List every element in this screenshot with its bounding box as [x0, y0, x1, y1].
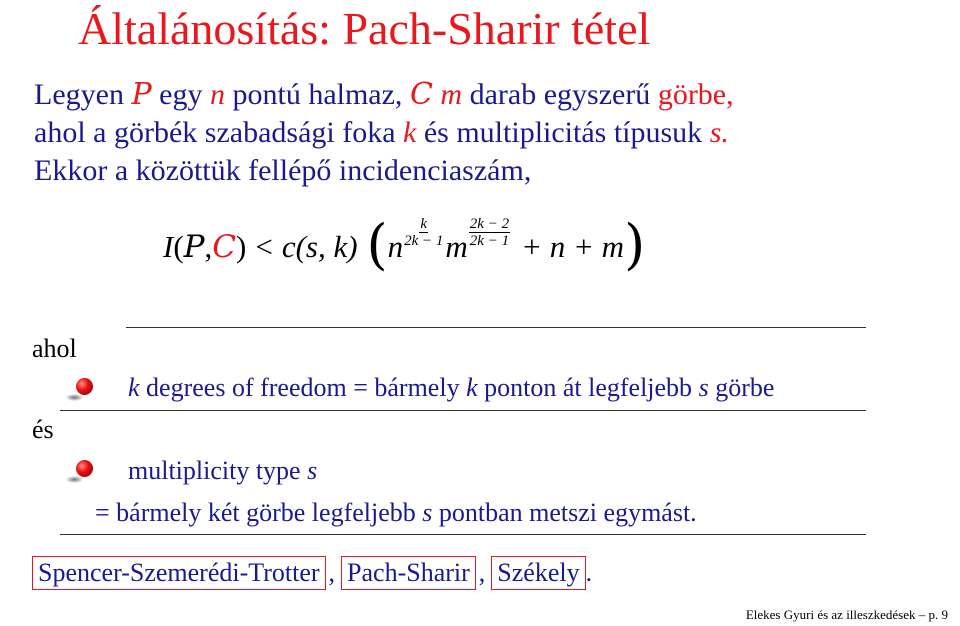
- exponent-n: [404, 216, 443, 249]
- k-variable: k: [466, 373, 478, 402]
- intro-text: egy: [159, 78, 203, 111]
- formula-big-paren: (: [366, 213, 388, 276]
- k-variable: k: [128, 373, 140, 402]
- reference-separator: ,: [328, 558, 336, 587]
- n-variable: n: [209, 78, 225, 111]
- bullet-text: pontban metszi egymást.: [438, 498, 697, 527]
- bullet-ball-icon: [76, 378, 93, 395]
- intro-text: és multiplicitás típusuk: [423, 116, 703, 149]
- formula-less-than: <: [255, 229, 273, 264]
- formula-paren: ): [236, 229, 247, 264]
- bullet-text: degrees of freedom = bármely: [146, 373, 460, 402]
- formula-P: P: [183, 229, 205, 265]
- intro-curve-word: görbe,: [657, 78, 734, 111]
- bullet-text: multiplicity type: [128, 456, 301, 485]
- exponent-numerator: 2k − 2: [469, 215, 510, 232]
- k-variable: k: [403, 116, 417, 149]
- intro-text: pontú halmaz,: [232, 78, 403, 111]
- formula-I: I: [163, 229, 174, 264]
- exponent-m: [469, 216, 510, 249]
- bullet-shadow: [66, 476, 83, 483]
- divider-line: [60, 534, 866, 535]
- exponent-numerator: k: [420, 215, 428, 232]
- reference-end: .: [585, 558, 593, 587]
- reference-separator: ,: [478, 558, 486, 587]
- references-row: [32, 556, 592, 590]
- formula-comma: ,: [204, 229, 213, 264]
- bullet-text: görbe: [715, 373, 775, 402]
- bullet-shadow: [66, 394, 83, 401]
- intro-line-3: Ekkor a közöttük fellépő incidenciaszám,: [34, 154, 532, 187]
- bullet-text: = bármely két görbe legfeljebb: [95, 498, 416, 527]
- slide-footer: Elekes Gyuri és az illeszkedések – p. 9: [745, 607, 948, 622]
- formula-paren: (: [173, 229, 184, 264]
- intro-line-2: [34, 114, 944, 152]
- incidence-formula: [163, 212, 645, 282]
- formula-m: m: [445, 229, 468, 264]
- point-set-symbol: P: [131, 77, 152, 112]
- formula-n: n: [387, 229, 404, 264]
- bullet-item-degrees: [128, 373, 774, 403]
- bullet-continuation: [95, 498, 697, 528]
- slide-title: Általánosítás: Pach-Sharir tétel: [78, 3, 651, 54]
- formula-constant: c(s, k): [281, 229, 358, 264]
- label-ahol: ahol: [32, 334, 77, 363]
- bullet-text: ponton át legfeljebb: [484, 373, 693, 402]
- m-variable: m: [440, 78, 463, 111]
- s-variable: s: [698, 373, 709, 402]
- formula-big-paren: ): [624, 213, 646, 276]
- exponent-denominator: 2k − 1: [469, 232, 510, 249]
- s-variable: s: [307, 456, 318, 485]
- bullet-ball-icon: [76, 460, 93, 477]
- label-es: és: [32, 415, 54, 444]
- formula-sum-terms: + n + m: [521, 229, 625, 264]
- exponent-denominator: 2k − 1: [404, 232, 444, 249]
- intro-text: darab egyszerű: [469, 78, 651, 111]
- divider-line: [126, 327, 866, 328]
- bullet-item-multiplicity: [128, 456, 317, 486]
- s-variable: s.: [709, 116, 729, 149]
- intro-text: Legyen: [34, 78, 124, 111]
- curve-set-symbol: C: [409, 77, 433, 112]
- reference-pach-sharir[interactable]: Pach-Sharir: [341, 556, 476, 590]
- intro-line-1: [34, 76, 944, 114]
- reference-szekely[interactable]: Székely: [491, 556, 585, 590]
- divider-line: [60, 410, 866, 411]
- s-variable: s: [422, 498, 433, 527]
- formula-C: C: [212, 229, 236, 265]
- intro-paragraph: [34, 76, 944, 190]
- reference-spencer-szemeredi-trotter[interactable]: Spencer-Szemerédi-Trotter: [32, 556, 326, 590]
- intro-text: ahol a görbék szabadsági foka: [34, 116, 396, 149]
